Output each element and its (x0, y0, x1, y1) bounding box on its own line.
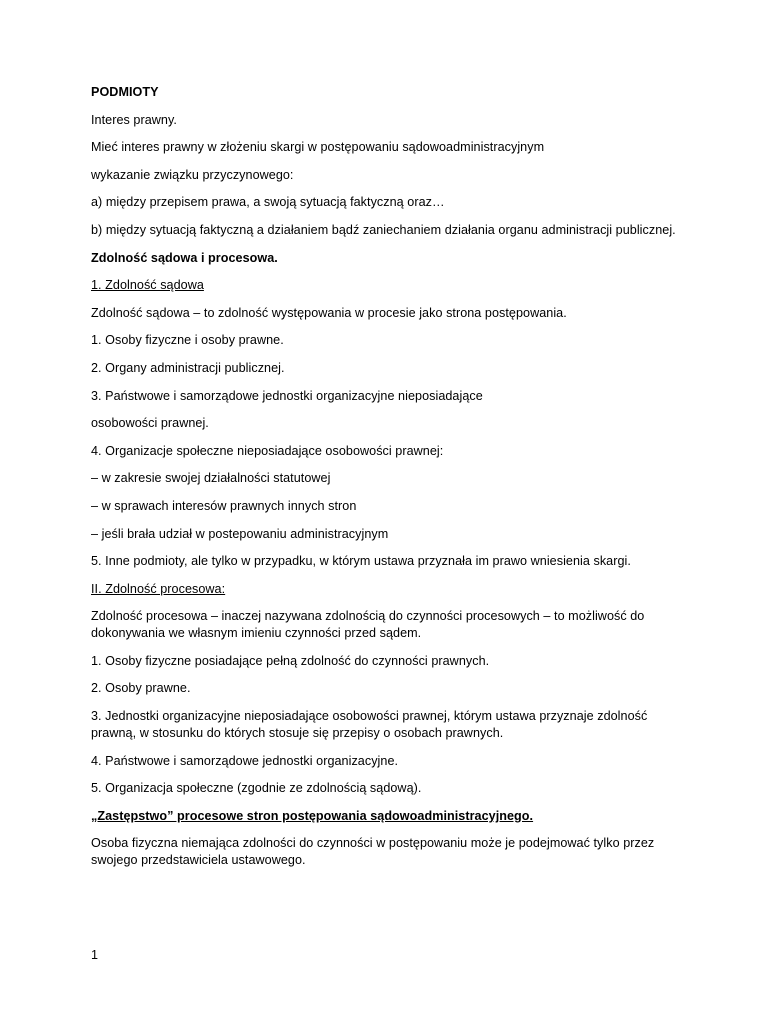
section-heading: Zdolność sądowa i procesowa. (91, 250, 278, 265)
paragraph: 1. Osoby fizyczne i osoby prawne. (91, 333, 284, 348)
paragraph: Zdolność sądowa – to zdolność występowania w procesie jako strona postępowania. (91, 305, 567, 320)
paragraph: 5. Inne podmioty, ale tylko w przypadku, w którym ustawa przyznała im prawo wniesienia skargi. (91, 554, 631, 569)
paragraph: wykazanie związku przyczynowego: (91, 167, 294, 182)
paragraph: 4. Organizacje społeczne nieposiadające osobowości prawnej: (91, 443, 444, 458)
paragraph: osobowości prawnej. (91, 416, 209, 431)
paragraph: – jeśli brała udział w postepowaniu administracyjnym (91, 526, 389, 541)
paragraph: 2. Organy administracji publicznej. (91, 360, 285, 375)
paragraph: Osoba fizyczna niemająca zdolności do czynności w postępowaniu może je podejmować tylko przez swojego przedstawiciela ustawowego. (91, 836, 655, 868)
paragraph: 4. Państwowe i samorządowe jednostki organizacyjne. (91, 753, 399, 768)
section-heading: PODMIOTY (91, 85, 159, 99)
paragraph: 5. Organizacja społeczne (zgodnie ze zdolnością sądową). (91, 781, 422, 796)
section-heading: „Zastępstwo” procesowe stron postępowania sądowoadministracyjnego. (91, 808, 534, 823)
paragraph: Interes prawny. (91, 112, 177, 127)
paragraph: – w zakresie swojej działalności statutowej (91, 471, 331, 486)
subsection-heading: 1. Zdolność sądowa (91, 278, 204, 293)
paragraph: 1. Osoby fizyczne posiadające pełną zdolność do czynności prawnych. (91, 653, 490, 668)
paragraph: Mieć interes prawny w złożeniu skargi w postępowaniu sądowoadministracyjnym (91, 140, 545, 155)
subsection-heading: II. Zdolność procesowa: (91, 581, 226, 596)
paragraph: b) między sytuacją faktyczną a działaniem bądź zaniechaniem działania organu administracji publicznej. (91, 222, 676, 237)
document-body (91, 84, 681, 880)
paragraph: Zdolność procesowa – inaczej nazywana zdolnością do czynności procesowych – to możliwość do dokonywania we własnym imieniu czynności przed sądem. (91, 609, 645, 641)
paragraph: 2. Osoby prawne. (91, 681, 191, 696)
paragraph: – w sprawach interesów prawnych innych stron (91, 498, 357, 513)
page-number: 1 (91, 948, 99, 962)
paragraph: a) między przepisem prawa, a swoją sytuacją faktyczną oraz… (91, 195, 445, 210)
paragraph: 3. Państwowe i samorządowe jednostki organizacyjne nieposiadające (91, 388, 483, 403)
paragraph: 3. Jednostki organizacyjne nieposiadające osobowości prawnej, którym ustawa przyznaje zdolność prawną, w stosunku do których stosuje się przepisy o osobach prawnych. (91, 709, 648, 741)
